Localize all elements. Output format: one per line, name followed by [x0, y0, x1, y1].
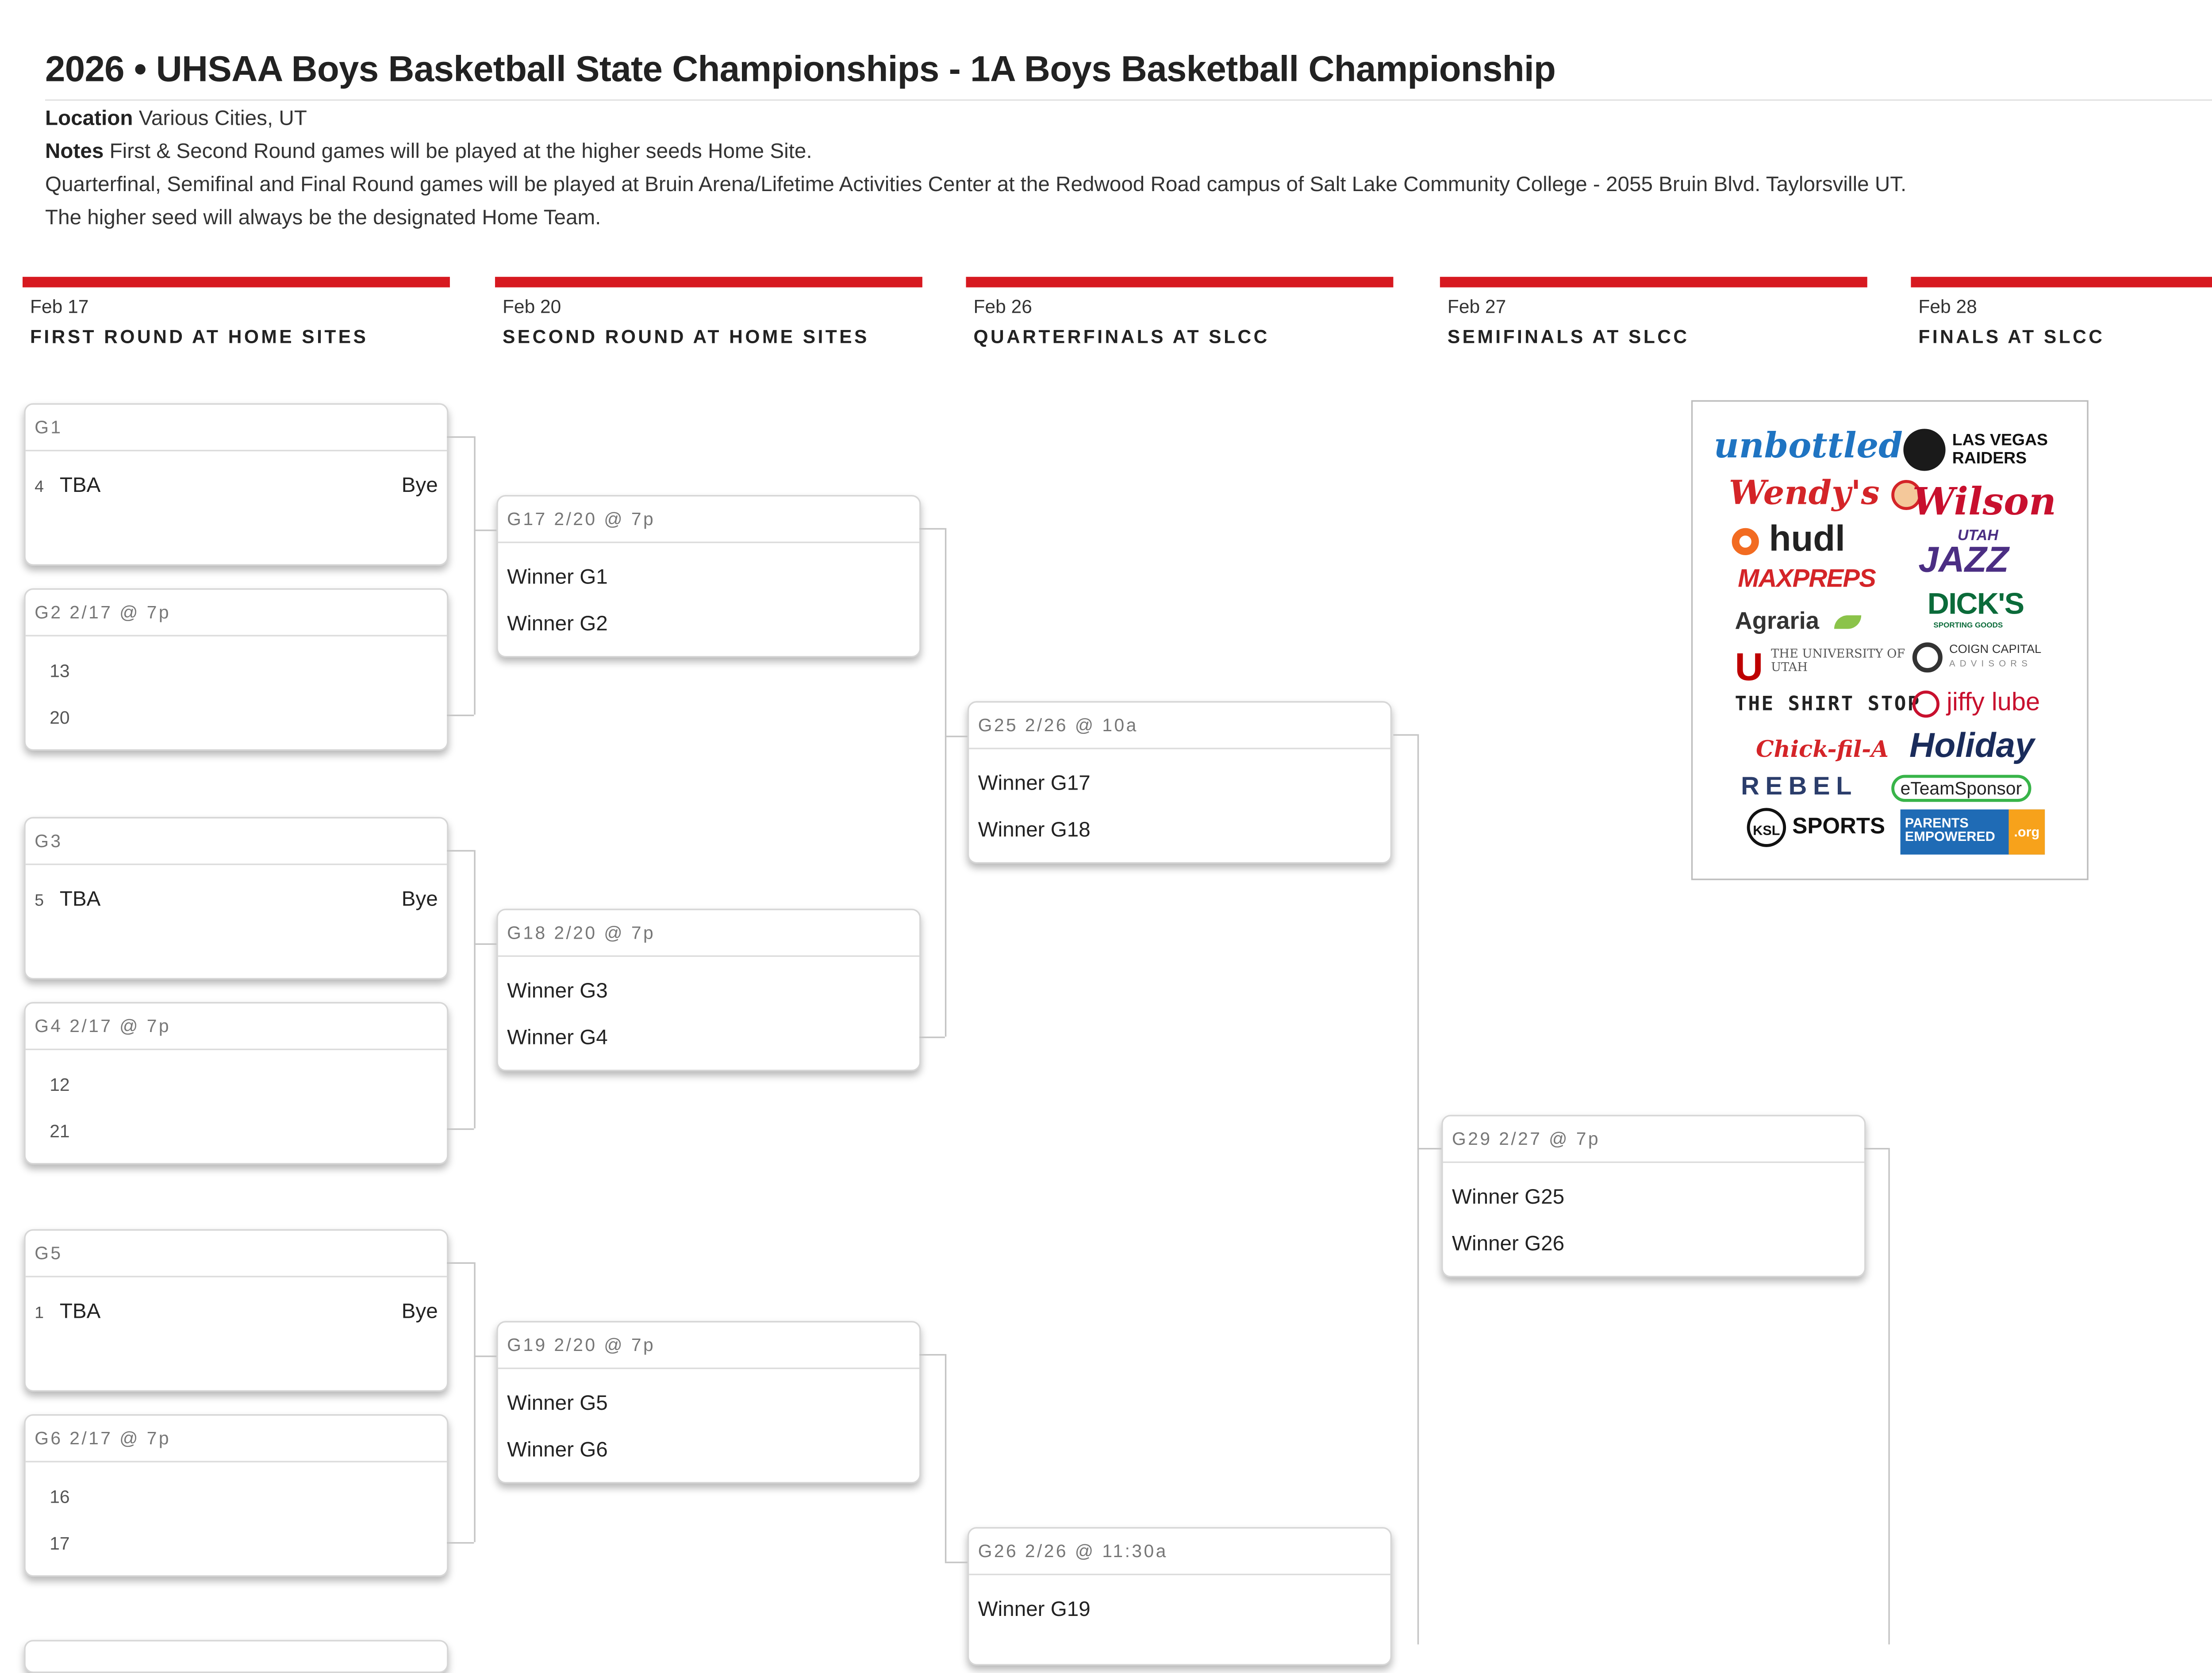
uofu-text: THE UNIVERSITY OF UTAH — [1771, 647, 1905, 674]
team-seed: 4 — [35, 478, 44, 497]
game-card-partial[interactable] — [24, 1640, 448, 1673]
game-card-g19[interactable] — [496, 1321, 921, 1483]
bracket-connector-line — [919, 528, 945, 530]
coign-text: COIGN CAPITAL — [1949, 642, 2042, 656]
bracket-connector-line — [1417, 734, 1419, 1645]
jiffy-lube-text: jiffy lube — [1947, 687, 2040, 716]
team-slot[interactable] — [35, 886, 438, 910]
bracket-connector-line — [1864, 1148, 1888, 1149]
round-name: FINALS AT SLCC — [1918, 326, 2105, 348]
coign-subtext: ADVISORS — [1949, 660, 2032, 670]
raiders-text: LAS VEGAS RAIDERS — [1952, 432, 2048, 468]
round-accent-bar — [495, 277, 922, 288]
raiders-shield-icon — [1903, 429, 1945, 471]
team-slot[interactable]: Winner G17 — [978, 770, 1091, 794]
ksl-badge-icon: KSL — [1747, 808, 1786, 847]
game-card-g18[interactable] — [496, 909, 921, 1071]
team-name: TBA — [59, 472, 101, 497]
round-accent-bar — [1440, 277, 1867, 288]
game-header: G6 2/17 @ 7p — [26, 1416, 447, 1462]
bracket-connector-line — [474, 436, 475, 714]
team-slot[interactable] — [50, 1071, 438, 1095]
bracket-connector-line — [1393, 734, 1417, 736]
parents-empowered-logo — [1901, 810, 2045, 855]
location-label: Location — [45, 105, 133, 130]
sponsor-logos-panel — [1691, 400, 2089, 880]
game-header: G25 2/26 @ 10a — [969, 702, 1390, 749]
bye-label: Bye — [401, 886, 438, 910]
parents-empowered-text: PARENTS EMPOWERED — [1905, 815, 1995, 844]
bracket-connector-line — [919, 1036, 945, 1038]
agraria-logo — [1735, 609, 1862, 636]
round-date: Feb 26 — [973, 296, 1032, 318]
round-date: Feb 17 — [30, 296, 89, 318]
uofu-logo — [1735, 644, 1921, 689]
game-header: G5 — [26, 1231, 447, 1277]
game-header: G2 2/17 @ 7p — [26, 590, 447, 636]
bracket-connector-line — [945, 736, 968, 737]
game-header: G3 — [26, 818, 447, 865]
game-card-g1[interactable] — [24, 403, 448, 565]
hudl-icon — [1732, 528, 1759, 555]
game-header: G26 2/26 @ 11:30a — [969, 1529, 1390, 1575]
team-seed: 16 — [50, 1486, 70, 1508]
round-date: Feb 27 — [1447, 296, 1506, 318]
hudl-logo — [1732, 519, 1845, 561]
round-name: SEMIFINALS AT SLCC — [1447, 326, 1690, 348]
bracket-connector-line — [447, 715, 474, 716]
bracket-connector-line — [447, 850, 474, 852]
bracket-connector-line — [474, 943, 496, 944]
dicks-logo: DICK'S — [1927, 588, 2024, 622]
team-name: TBA — [59, 886, 101, 910]
location-line — [45, 105, 307, 129]
team-seed: 20 — [50, 707, 70, 729]
team-slot[interactable] — [50, 1483, 438, 1507]
round-date: Feb 20 — [502, 296, 561, 318]
unbottled-logo: unbottled — [1713, 426, 1903, 467]
game-card-g29[interactable] — [1441, 1115, 1866, 1277]
game-header: G1 — [26, 405, 447, 451]
team-slot[interactable] — [35, 1298, 438, 1322]
bye-label: Bye — [401, 472, 438, 497]
team-slot[interactable] — [50, 657, 438, 681]
team-slot[interactable] — [50, 1118, 438, 1142]
team-seed: 21 — [50, 1120, 70, 1142]
game-header: G4 2/17 @ 7p — [26, 1004, 447, 1050]
round-name: SECOND ROUND AT HOME SITES — [502, 326, 869, 348]
ksl-sports-logo — [1747, 808, 1885, 847]
game-card-g26[interactable] — [968, 1527, 1392, 1665]
team-seed: 1 — [35, 1304, 44, 1323]
team-slot[interactable] — [35, 472, 438, 496]
bracket-connector-line — [945, 1562, 968, 1563]
wendys-text: Wendy's — [1728, 474, 1880, 513]
round-accent-bar — [1911, 277, 2212, 288]
round-header-first — [23, 277, 450, 348]
team-slot[interactable]: Winner G1 — [507, 564, 608, 588]
round-name: FIRST ROUND AT HOME SITES — [30, 326, 369, 348]
notes-label: Notes — [45, 138, 104, 163]
bracket-connector-line — [447, 436, 474, 437]
round-name: QUARTERFINALS AT SLCC — [973, 326, 1270, 348]
uofu-u-icon: U — [1735, 644, 1763, 689]
eteamsponsor-logo: eTeamSponsor — [1891, 775, 2031, 802]
team-slot[interactable]: Winner G2 — [507, 610, 608, 635]
round-accent-bar — [966, 277, 1394, 288]
team-slot[interactable] — [50, 1530, 438, 1554]
notes-line-2: Quarterfinal, Semifinal and Final Round games will be played at Bruin Arena/Lifetime Activities Center at the Redwood Road campus of Salt Lake Community College - 2055 Bruin Blvd. Taylorsville UT. — [45, 171, 1907, 196]
bracket-connector-line — [1417, 1148, 1441, 1149]
notes-text-1: First & Second Round games will be played at the higher seeds Home Site. — [109, 138, 812, 163]
hudl-text: hudl — [1769, 519, 1845, 560]
wendys-logo — [1729, 474, 1921, 513]
team-slot[interactable]: Winner G4 — [507, 1025, 608, 1049]
agraria-leaf-icon — [1835, 615, 1862, 629]
team-seed: 5 — [35, 892, 44, 910]
game-card-g5[interactable] — [24, 1229, 448, 1392]
game-card-g4[interactable] — [24, 1002, 448, 1164]
game-header: G17 2/20 @ 7p — [498, 496, 919, 543]
team-slot[interactable]: Winner G6 — [507, 1437, 608, 1461]
team-slot[interactable]: Winner G5 — [507, 1390, 608, 1415]
round-header-quarterfinals — [966, 277, 1394, 348]
rebel-logo: REBEL — [1741, 771, 1858, 801]
team-slot[interactable]: Winner G26 — [1452, 1231, 1565, 1255]
utah-jazz-label: UTAH — [1957, 528, 1998, 545]
bracket-connector-line — [1888, 1148, 1889, 1644]
bracket-connector-line — [474, 850, 475, 1128]
game-header: G29 2/27 @ 7p — [1443, 1117, 1864, 1163]
wilson-logo: Wilson — [1912, 480, 2056, 524]
bracket-connector-line — [919, 1354, 945, 1355]
team-slot[interactable]: Winner G3 — [507, 978, 608, 1002]
team-slot[interactable]: Winner G19 — [978, 1596, 1091, 1620]
bracket-connector-line — [945, 528, 946, 1037]
notes-line-1 — [45, 138, 812, 162]
team-slot[interactable] — [50, 704, 438, 728]
holiday-logo: Holiday — [1909, 725, 2035, 764]
game-header: G19 2/20 @ 7p — [498, 1323, 919, 1369]
team-slot[interactable]: Winner G18 — [978, 817, 1091, 841]
team-name: TBA — [59, 1298, 101, 1323]
team-seed: 17 — [50, 1533, 70, 1554]
agraria-text: Agraria — [1735, 609, 1820, 635]
notes-line-3: The higher seed will always be the designated Home Team. — [45, 204, 601, 229]
maxpreps-logo: MAXPREPS — [1738, 564, 1876, 593]
raiders-logo — [1903, 429, 2057, 471]
ksl-sports-text: SPORTS — [1792, 813, 1886, 840]
bracket-connector-line — [474, 1262, 475, 1543]
dicks-sublabel: SPORTING GOODS — [1933, 621, 2003, 631]
page-title: 2026 • UHSAA Boys Basketball State Championships - 1A Boys Basketball Championship — [45, 50, 1556, 91]
game-card-g25[interactable] — [968, 701, 1392, 863]
shirt-stop-logo: THE SHIRT STOP — [1735, 693, 1921, 716]
game-card-g17[interactable] — [496, 495, 921, 657]
bracket-connector-line — [474, 1355, 496, 1357]
round-date: Feb 28 — [1918, 296, 1977, 318]
bracket-connector-line — [474, 530, 496, 531]
bracket-connector-line — [447, 1128, 474, 1130]
coign-square-icon — [1912, 642, 1943, 672]
utah-jazz-logo: JAZZ — [1918, 540, 2009, 581]
round-header-second — [495, 277, 922, 348]
parents-empowered-org: .org — [2008, 810, 2045, 855]
bracket-connector-line — [447, 1542, 474, 1543]
location-value: Various Cities, UT — [138, 105, 307, 130]
team-seed: 13 — [50, 660, 70, 682]
game-card-g2[interactable] — [24, 588, 448, 751]
team-seed: 12 — [50, 1074, 70, 1096]
bracket-connector-line — [447, 1262, 474, 1264]
round-header-semifinals — [1440, 277, 1867, 348]
bye-label: Bye — [401, 1298, 438, 1323]
team-slot[interactable]: Winner G25 — [1452, 1184, 1565, 1209]
round-header-finals — [1911, 277, 2212, 348]
round-accent-bar — [23, 277, 450, 288]
title-divider — [45, 99, 2212, 100]
jiffy-lube-logo — [1912, 687, 2040, 718]
coign-capital-logo — [1912, 642, 2041, 672]
bracket-connector-line — [945, 1354, 946, 1562]
game-card-g6[interactable] — [24, 1414, 448, 1577]
chickfila-logo: Chick-fil-A — [1756, 736, 1889, 763]
game-header: G18 2/20 @ 7p — [498, 910, 919, 957]
jiffy-lube-icon — [1912, 690, 1939, 717]
game-card-g3[interactable] — [24, 817, 448, 979]
